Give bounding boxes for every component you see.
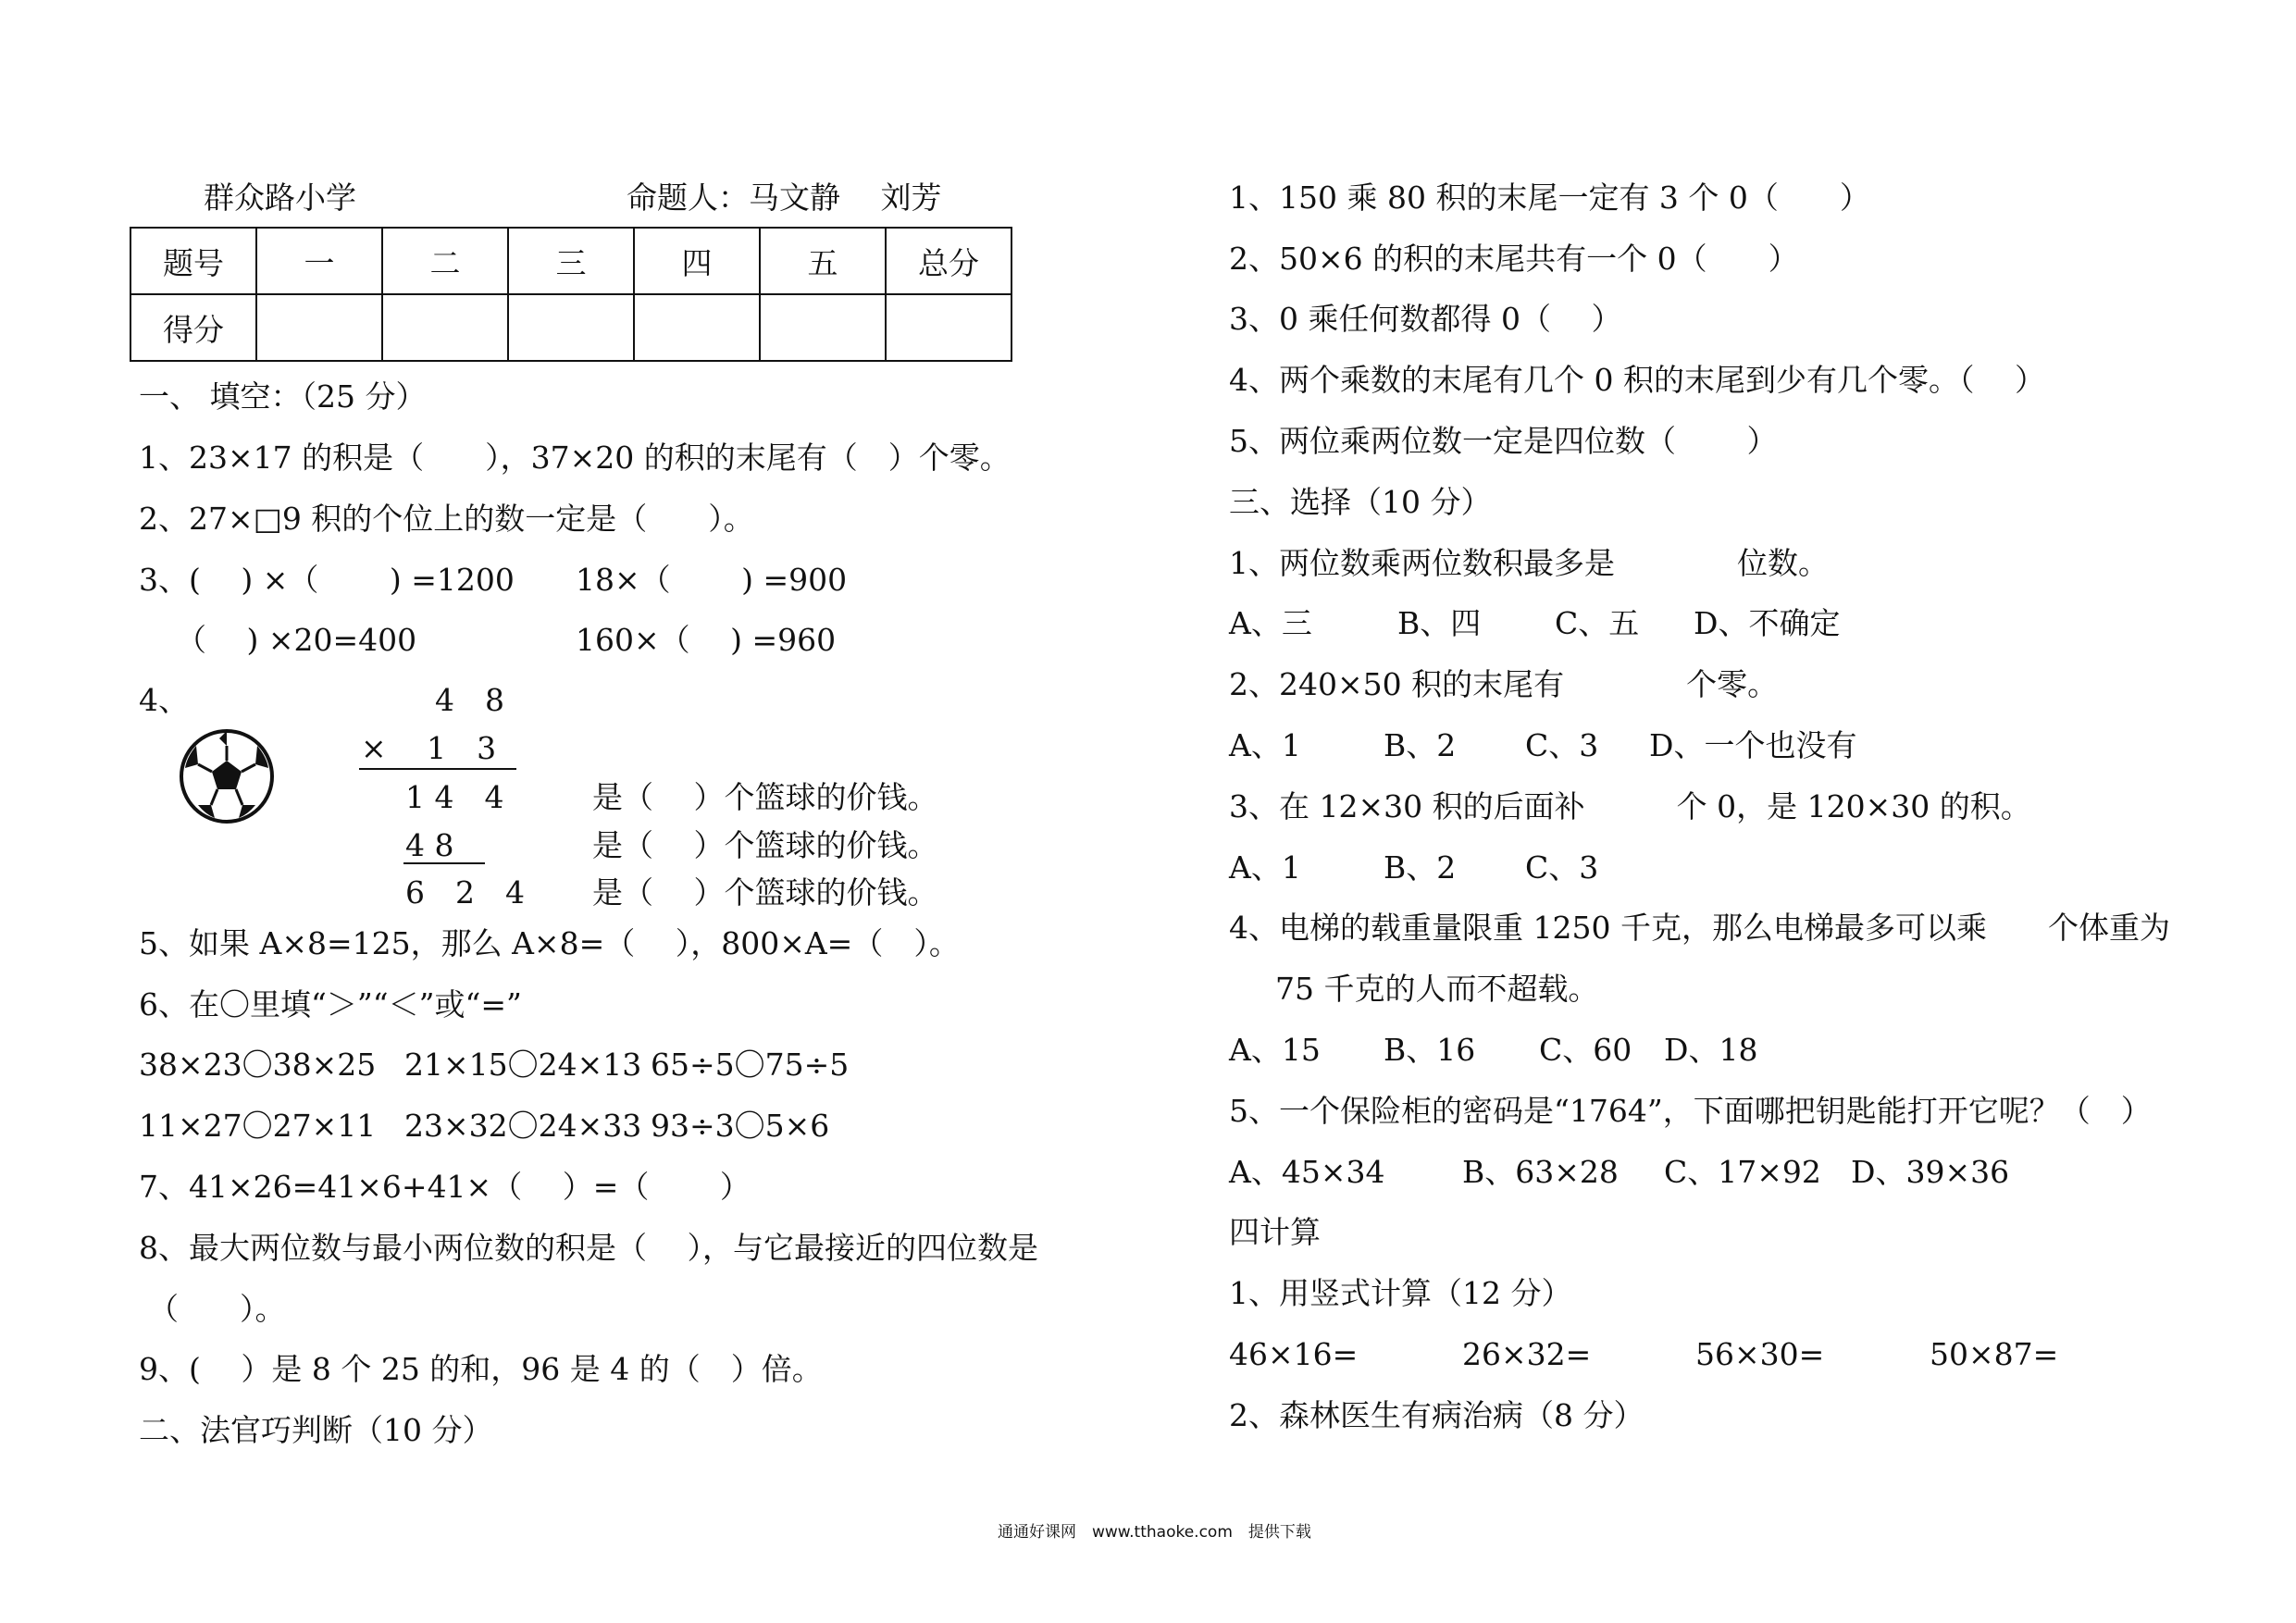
vertical-row-5: 6 2 4 [405,874,525,911]
vertical-row-1: 4 8 [435,682,504,718]
choice-3-option-a: A、1 [1229,849,1301,886]
choice-2: 2、240×50 积的末尾有 个零。 [1229,666,1779,702]
judge-5: 5、两位乘两位数一定是四位数（ ） [1229,423,1778,459]
choice-1-option-d: D、不确定 [1694,605,1841,641]
choice-1-option-a: A、三 [1229,605,1312,641]
choice-3-option-c: C、3 [1525,849,1599,886]
score-cell: 五 [760,228,886,294]
section-1-title: 一、 填空：（25 分） [139,378,427,415]
vertical-rule-2 [403,862,485,864]
question-3b: 18×（ ) =900 [576,562,848,598]
choice-4-continued: 75 千克的人而不超载。 [1275,971,1599,1007]
compare-5: 23×32〇24×33 [404,1108,642,1144]
judge-1: 1、150 乘 80 积的末尾一定有 3 个 0（ ） [1229,180,1870,216]
choice-4: 4、电梯的载重量限重 1250 千克，那么电梯最多可以乘 个体重为 [1229,910,2170,946]
choice-3: 3、在 12×30 积的后面补 个 0，是 120×30 的积。 [1229,788,2031,824]
question-3d: 160×（ ) =960 [576,622,837,658]
compare-6: 93÷3〇5×6 [651,1108,830,1144]
score-cell: 三 [508,228,634,294]
choice-4-option-d: D、18 [1664,1032,1758,1068]
choice-3-option-b: B、2 [1384,849,1457,886]
judge-3: 3、0 乘任何数都得 0（ ） [1229,301,1622,337]
score-cell[interactable] [886,294,1011,361]
question-4-text-3: 是（ ）个篮球的价钱。 [592,874,938,911]
score-cell: 四 [634,228,760,294]
calc-item-2: 26×32= [1462,1336,1592,1372]
choice-4-option-c: C、60 [1539,1032,1632,1068]
choice-5-option-b: B、63×28 [1462,1154,1619,1190]
score-cell[interactable] [508,294,634,361]
score-cell: 总分 [886,228,1011,294]
compare-2: 21×15〇24×13 [404,1047,642,1083]
score-cell: 题号 [130,228,256,294]
choice-4-option-a: A、15 [1229,1032,1321,1068]
score-table [130,227,1012,362]
judge-2: 2、50×6 的积的末尾共有一个 0（ ） [1229,241,1799,277]
choice-1: 1、两位数乘两位数积最多是 位数。 [1229,545,1829,581]
score-cell[interactable] [256,294,382,361]
calc-item-3: 56×30= [1695,1336,1825,1372]
question-2: 2、27×□9 积的个位上的数一定是（ ）。 [139,501,754,537]
question-3c: （ ) ×20=400 [176,622,417,658]
choice-5-option-d: D、39×36 [1851,1154,2010,1190]
choice-1-option-b: B、四 [1397,605,1482,641]
question-1: 1、23×17 的积是（ ），37×20 的积的末尾有（ ）个零。 [139,440,1011,476]
question-4: 4、 [139,682,189,718]
judge-4: 4、两个乘数的末尾有几个 0 积的末尾到少有几个零。（ ） [1229,362,2045,398]
question-9: 9、( ）是 8 个 25 的和，96 是 4 的（ ）倍。 [139,1351,823,1387]
vertical-row-4: 4 8 [405,827,454,863]
question-5: 5、如果 A×8=125，那么 A×8=（ ），800×A=（ ）。 [139,925,960,961]
soccer-ball-icon [178,727,276,825]
choice-2-option-d: D、一个也没有 [1649,727,1857,763]
choice-2-option-b: B、2 [1384,727,1457,763]
choice-2-option-a: A、1 [1229,727,1301,763]
choice-5-option-a: A、45×34 [1229,1154,1385,1190]
question-4-text-1: 是（ ）个篮球的价钱。 [592,779,938,815]
question-7: 7、41×26=41×6+41×（ ）=（ ） [139,1169,751,1205]
score-cell: 二 [382,228,508,294]
score-cell[interactable] [634,294,760,361]
calc-item-4: 50×87= [1930,1336,2059,1372]
question-6: 6、在〇里填“＞”“＜”或“=” [139,986,522,1022]
question-8: 8、最大两位数与最小两位数的积是（ ），与它最接近的四位数是 [139,1230,1038,1266]
vertical-rule-1 [359,768,516,770]
calc-1-title: 1、用竖式计算（12 分） [1229,1275,1572,1311]
compare-3: 65÷5〇75÷5 [651,1047,850,1083]
score-cell[interactable] [382,294,508,361]
choice-5-option-c: C、17×92 [1664,1154,1821,1190]
calc-2-title: 2、森林医生有病治病（8 分） [1229,1397,1644,1433]
score-cell: 得分 [130,294,256,361]
choice-1-option-c: C、五 [1555,605,1640,641]
choice-5: 5、一个保险柜的密码是“1764”，下面哪把钥匙能打开它呢？（ ） [1229,1093,2152,1129]
question-8-continued: （ ）。 [148,1291,286,1327]
choice-2-option-c: C、3 [1525,727,1599,763]
choice-4-option-b: B、16 [1384,1032,1476,1068]
calc-item-1: 46×16= [1229,1336,1359,1372]
section-3-title: 三、选择（10 分） [1229,484,1492,520]
section-4-title: 四计算 [1229,1214,1321,1250]
question-4-text-2: 是（ ）个篮球的价钱。 [592,827,938,863]
score-value-row [130,294,1011,361]
compare-1: 38×23〇38×25 [139,1047,377,1083]
compare-4: 11×27〇27×11 [139,1108,377,1144]
score-cell: 一 [256,228,382,294]
question-3a: 3、( ) ×（ ) =1200 [139,562,515,598]
school-name: 群众路小学 [204,180,356,216]
vertical-row-2: × 1 3 [361,730,497,766]
score-cell[interactable] [760,294,886,361]
footer-credit: 通通好课网 www.tthaoke.com 提供下载 [998,1523,1311,1542]
score-header-row [130,228,1011,294]
section-2-title: 二、法官巧判断（10 分） [139,1412,493,1448]
vertical-row-3: 1 4 4 [405,779,504,815]
author-line: 命题人：马文静 刘芳 [627,180,942,216]
